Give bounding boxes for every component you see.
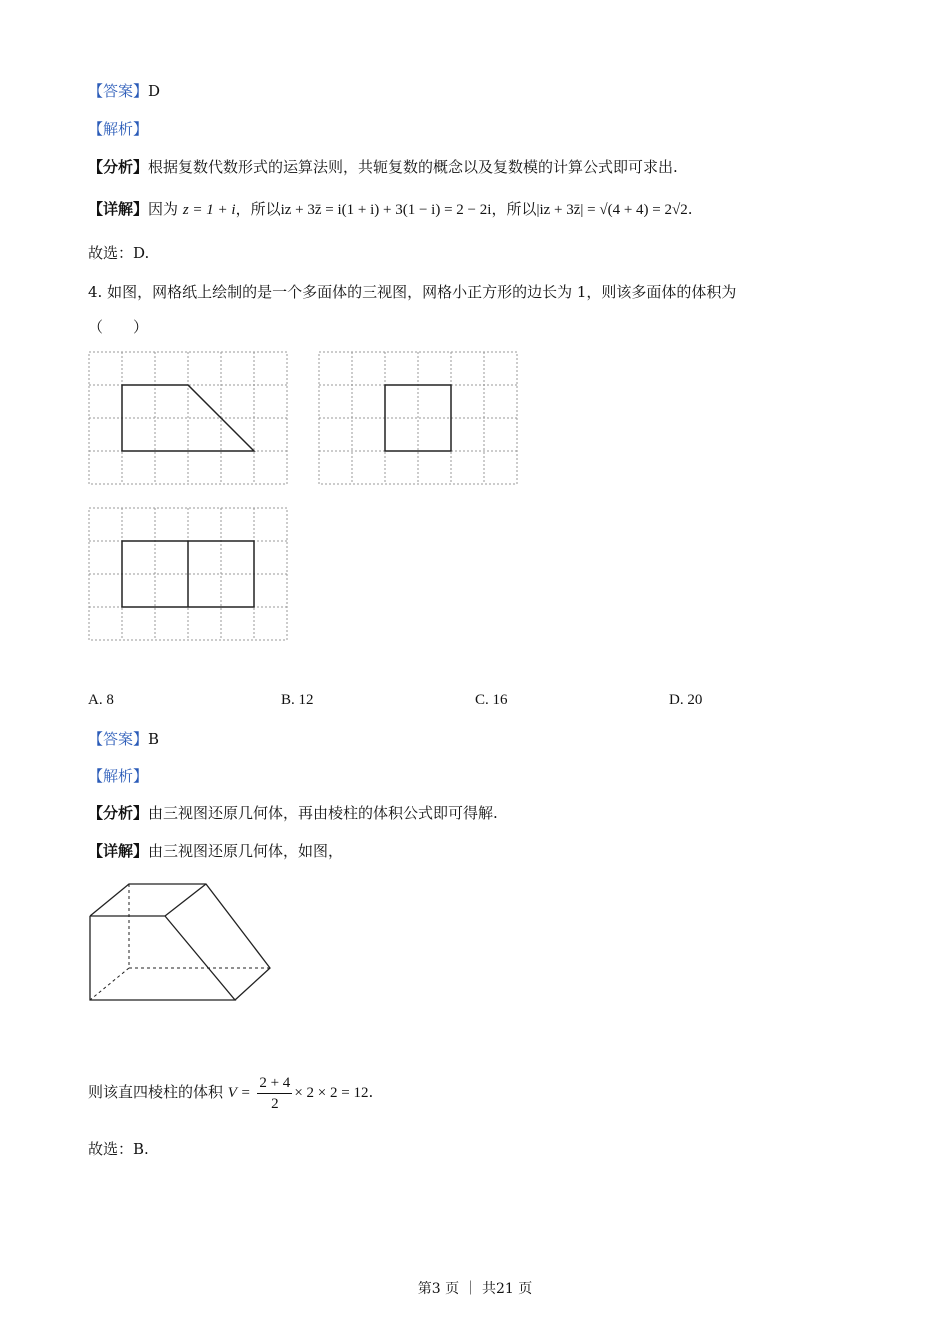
front-view-grid [89, 352, 287, 484]
side-view-grid [319, 352, 517, 484]
analysis-tag: 【解析】 [88, 767, 149, 785]
side-view-figure [318, 351, 520, 486]
q3-answer-line [88, 81, 160, 101]
q3-conclusion: 故选：D. [88, 244, 150, 262]
prism-figure [85, 880, 277, 1008]
analysis-tag: 【解析】 [88, 120, 149, 138]
q4-detail-line [88, 841, 343, 861]
volume-lhs: V = [227, 1085, 251, 1101]
answer-value: D [148, 82, 161, 100]
detail-tag: 【详解】 [88, 200, 149, 218]
q4-question: 4. 如图，网格纸上绘制的是一个多面体的三视图，网格小正方形的边长为 1，则该多面体的体积为 [88, 283, 737, 301]
q3-fenxi-line [88, 157, 678, 177]
option-d: D. 20 [669, 692, 703, 708]
prism-solid-edges [90, 884, 270, 1000]
detail-pre: 因为 [148, 200, 179, 218]
detail-mid2: ，所以 [491, 200, 537, 218]
q3-analysis-line [88, 119, 148, 139]
volume-denominator: 2 [271, 1095, 279, 1112]
detail-z: z = 1 + i [182, 202, 236, 218]
q3-detail-line [88, 199, 693, 220]
volume-end: . [368, 1083, 374, 1101]
volume-fraction [257, 1073, 292, 1114]
q4-analysis-line [88, 766, 148, 786]
detail-text: 由三视图还原几何体，如图， [148, 842, 344, 860]
top-view-figure [88, 507, 290, 642]
page-footer: 第3 页 ｜ 共21 页 [417, 1281, 533, 1297]
front-view-figure [88, 351, 290, 486]
volume-formula-line [88, 1070, 373, 1115]
answer-tag: 【答案】 [88, 730, 149, 748]
detail-expr: iz + 3z̄ = i(1 + i) + 3(1 − i) = 2 − 2i [280, 202, 492, 218]
fenxi-tag: 【分析】 [88, 158, 149, 176]
fenxi-tag: 【分析】 [88, 804, 149, 822]
q4-paren: （ ） [88, 318, 149, 336]
volume-rhs: × 2 × 2 = 12 [294, 1085, 369, 1101]
detail-mid: ，所以 [235, 200, 281, 218]
detail-end: . [687, 200, 693, 218]
prism-hidden-edges [90, 884, 270, 1000]
q4-fenxi-line [88, 803, 498, 823]
option-c: C. 16 [475, 692, 508, 708]
volume-numerator: 2 + 4 [257, 1073, 292, 1094]
detail-tag: 【详解】 [88, 842, 149, 860]
option-b: B. 12 [281, 692, 314, 708]
fenxi-text: 根据复数代数形式的运算法则，共轭复数的概念以及复数模的计算公式即可求出. [148, 158, 678, 176]
answer-value: B [148, 730, 160, 748]
answer-tag: 【答案】 [88, 82, 149, 100]
q4-answer-line [88, 729, 159, 749]
q4-conclusion: 故选：B. [88, 1140, 149, 1158]
fenxi-text: 由三视图还原几何体，再由棱柱的体积公式即可得解. [148, 804, 498, 822]
option-a: A. 8 [88, 692, 114, 708]
volume-pre: 则该直四棱柱的体积 [88, 1083, 224, 1101]
detail-mod: |iz + 3z̄| = √(4 + 4) = 2√2 [536, 202, 688, 218]
